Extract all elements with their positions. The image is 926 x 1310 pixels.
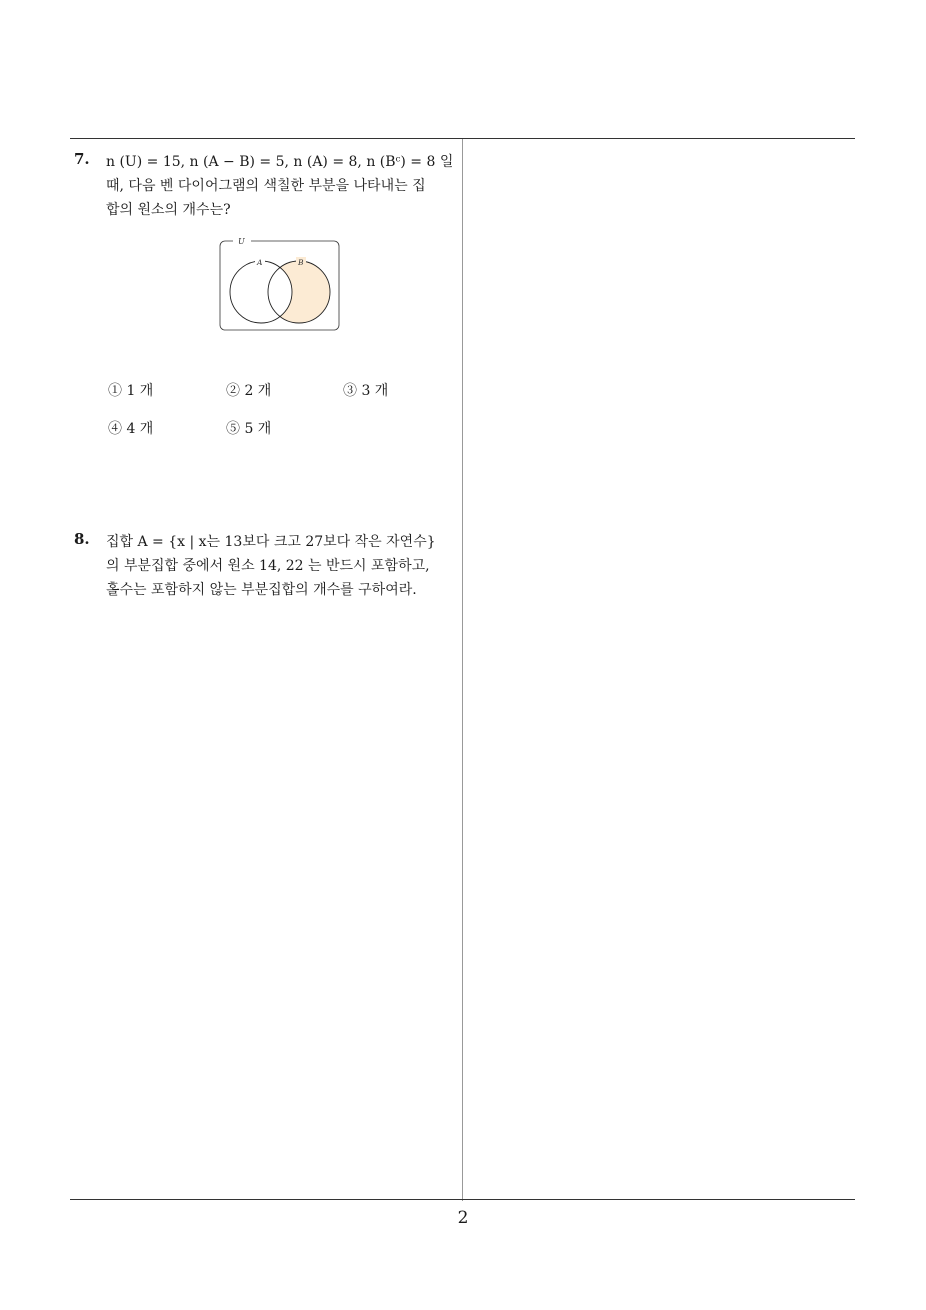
column-divider — [462, 139, 463, 1201]
page-number: 2 — [457, 1208, 469, 1228]
question-text — [106, 530, 460, 602]
question-number: 7. — [74, 150, 90, 168]
question-number: 8. — [74, 530, 90, 548]
question-text — [106, 150, 460, 222]
question-line-2: 때, 다음 벤 다이어그램의 색칠한 부분을 나타내는 집 — [106, 178, 426, 194]
question-line-2: 의 부분집합 중에서 원소 14, 22 는 반드시 포함하고, — [106, 558, 430, 574]
choice-1[interactable]: ① 1 개 — [108, 383, 154, 399]
question-8 — [74, 530, 460, 602]
question-7 — [74, 150, 460, 222]
question-line-1: 집합 A = {x | x는 13보다 크고 27보다 작은 자연수} — [106, 534, 436, 550]
question-line-3: 합의 원소의 개수는? — [106, 202, 231, 218]
set-b-label: B — [298, 258, 304, 267]
choice-2[interactable]: ② 2 개 — [226, 383, 272, 399]
question-line-1: n (U) = 15, n (A − B) = 5, n (A) = 8, n (Bᶜ) = 8 일 — [106, 154, 454, 170]
venn-diagram — [218, 236, 342, 334]
bottom-rule — [70, 1199, 855, 1200]
set-a-label: A — [257, 258, 263, 267]
choice-5[interactable]: ⑤ 5 개 — [226, 421, 272, 437]
choice-3[interactable]: ③ 3 개 — [343, 383, 389, 399]
universe-label: U — [238, 237, 245, 246]
question-line-3: 홀수는 포함하지 않는 부분집합의 개수를 구하여라. — [106, 582, 417, 598]
choice-4[interactable]: ④ 4 개 — [108, 421, 154, 437]
